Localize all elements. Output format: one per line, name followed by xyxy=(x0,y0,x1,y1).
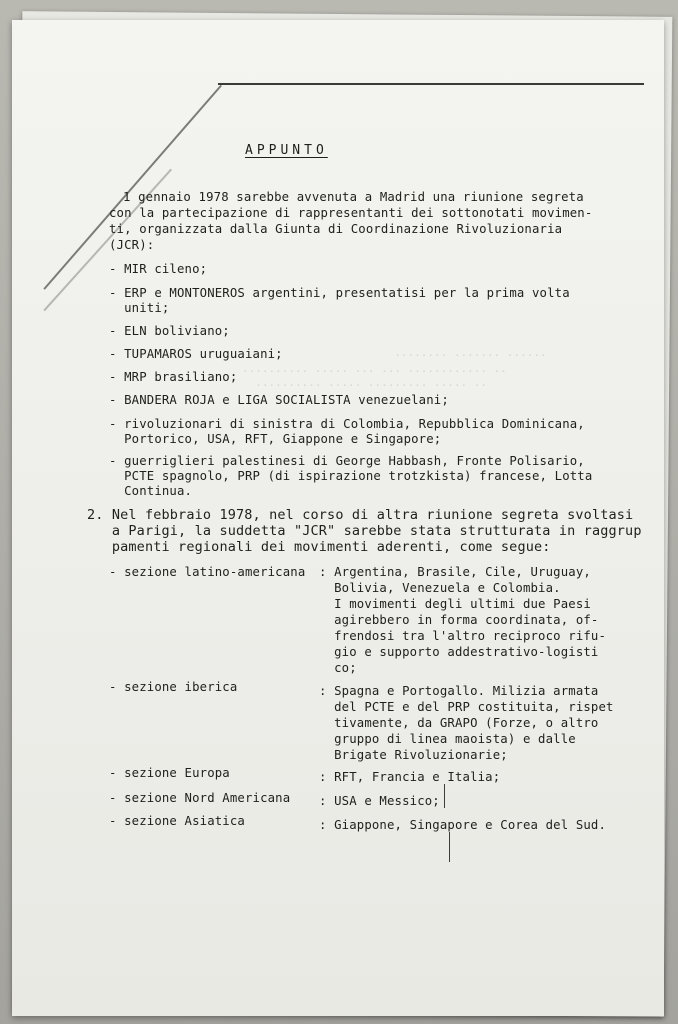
section-label: - sezione Nord Americana xyxy=(109,791,291,805)
section-value: I movimenti degli ultimi due Paesi xyxy=(319,597,591,611)
list-item: PCTE spagnolo, PRP (di ispirazione trotzkista) francese, Lotta xyxy=(109,469,593,483)
section-label: - sezione Europa xyxy=(109,766,230,780)
document-page xyxy=(12,20,664,1016)
section-value: : USA e Messico; xyxy=(319,794,440,808)
section-label: - sezione latino-americana xyxy=(109,565,306,579)
list-item: - BANDERA ROJA e LIGA SOCIALISTA venezuelani; xyxy=(109,393,449,407)
show-through-text: .......... ..... ... ... ............ .. xyxy=(242,362,507,375)
show-through-text: .......... ..... ......... ..... .. xyxy=(242,376,488,389)
page-title: APPUNTO xyxy=(245,143,328,158)
list-item: Portorico, USA, RFT, Giappone e Singapore; xyxy=(109,432,442,446)
text-line: a Parigi, la suddetta "JCR" sarebbe stata strutturata in raggrup xyxy=(87,523,642,539)
text-line: 2. Nel febbraio 1978, nel corso di altra riunione segreta svoltasi xyxy=(87,507,634,523)
list-item: - MIR cileno; xyxy=(109,262,208,276)
list-item: - MRP brasiliano; xyxy=(109,370,238,384)
list-item: - ERP e MONTONEROS argentini, presentatisi per la prima volta xyxy=(109,286,570,300)
section-value: : RFT, Francia e Italia; xyxy=(319,770,501,784)
section-value: co; xyxy=(319,661,357,675)
list-item: Continua. xyxy=(109,484,193,498)
show-through-text: ........ ....... ...... xyxy=(242,346,547,359)
section-value: Brigate Rivoluzionarie; xyxy=(319,748,508,762)
list-item: - rivoluzionari di sinistra di Colombia, Repubblica Dominicana, xyxy=(109,417,585,431)
list-item: - TUPAMAROS uruguaiani; xyxy=(109,347,283,361)
list-item: uniti; xyxy=(109,301,170,315)
list-item: - ELN boliviano; xyxy=(109,324,230,338)
section-value: gio e supporto addestrativo-logisti xyxy=(319,645,599,659)
text-line: pamenti regionali dei movimenti aderenti, come segue: xyxy=(87,539,551,555)
section-value: : Spagna e Portogallo. Milizia armata xyxy=(319,684,599,698)
section-value: del PCTE e del PRP costituita, rispet xyxy=(319,700,614,714)
section-label: - sezione iberica xyxy=(109,680,238,694)
text-line: ti, organizzata dalla Giunta di Coordinazione Rivoluzionaria xyxy=(109,222,563,236)
section-value: agirebbero in forma coordinata, of- xyxy=(319,613,599,627)
section-value: frendosi tra l'altro reciproco rifu- xyxy=(319,629,607,643)
list-item: - guerriglieri palestinesi di George Habbash, Fronte Polisario, xyxy=(109,454,585,468)
text-line: con la partecipazione di rappresentanti dei sottonotati movimen- xyxy=(109,206,593,220)
text-line: (JCR): xyxy=(109,238,155,252)
section-value: : Giappone, Singapore e Corea del Sud. xyxy=(319,818,607,832)
section-value: : Argentina, Brasile, Cile, Uruguay, xyxy=(319,565,591,579)
section-value: Bolivia, Venezuela e Colombia. xyxy=(319,581,561,595)
top-rule xyxy=(218,83,644,85)
section-label: - sezione Asiatica xyxy=(109,814,245,828)
section-value: gruppo di linea maoista) e dalle xyxy=(319,732,576,746)
section-value: tivamente, da GRAPO (Forze, o altro xyxy=(319,716,599,730)
pen-mark xyxy=(449,832,450,862)
diagonal-mark xyxy=(43,85,222,290)
pen-mark xyxy=(444,784,445,808)
text-line: 1 gennaio 1978 sarebbe avvenuta a Madrid una riunione segreta xyxy=(123,190,584,204)
